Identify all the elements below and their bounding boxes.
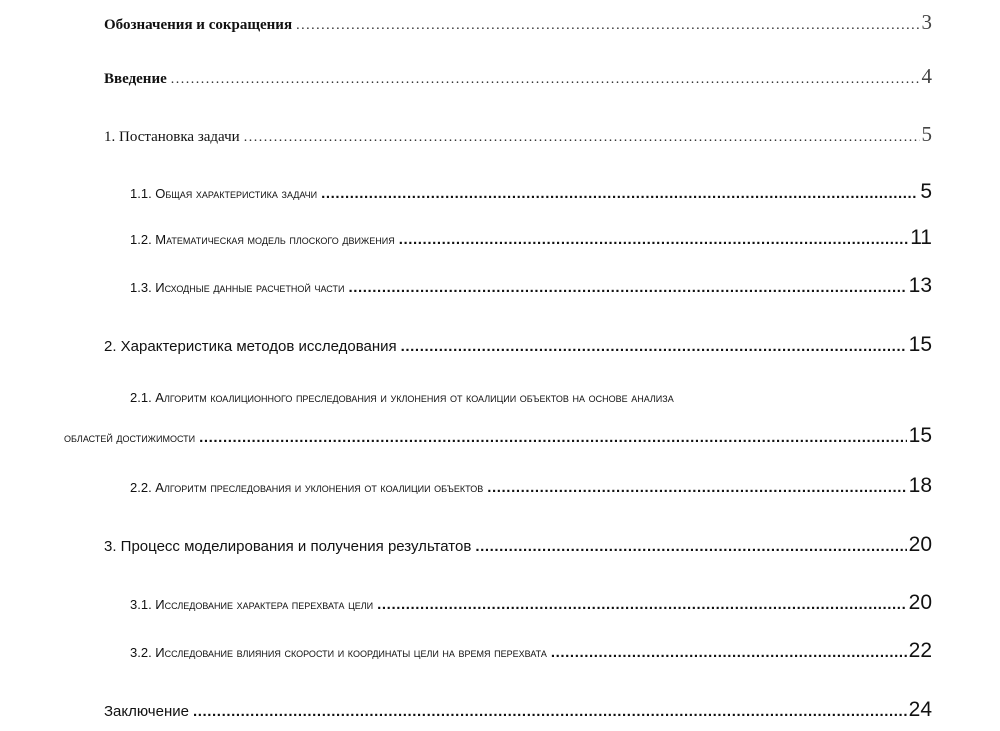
toc-entry-title: 1.1. Общая характеристика задачи [130,186,318,201]
toc-entry-title: 3.1. Исследование характера перехвата цели [130,597,374,612]
toc-entry-section-1-2 [130,226,932,250]
toc-leader-dots [199,429,907,446]
toc-entry-page: 3 [921,10,932,34]
toc-leader-dots [348,279,906,296]
toc-entry-page: 15 [908,333,932,356]
toc-entry-page: 20 [908,591,932,614]
toc-entry-section-3 [104,533,932,557]
toc-entry-title: областей достижимости [64,430,196,445]
toc-entry-conclusion [104,698,932,722]
toc-entry-title: 1. Постановка задачи [104,129,240,145]
toc-entry-page: 5 [920,180,932,203]
toc-entry-section-1-1 [130,180,932,204]
toc-leader-dots [296,18,919,34]
toc-entry-section-3-1 [130,591,932,615]
toc-entry-page: 22 [908,639,932,662]
toc-entry-title: Введение [104,71,167,87]
toc-entry-title: 3.2. Исследование влияния скорости и координаты цели на время перехвата [130,645,547,660]
toc-entry-title: 2. Характеристика методов исследования [104,338,397,355]
toc-entry-introduction [104,64,932,89]
toc-leader-dots [475,538,906,555]
toc-leader-dots [401,338,907,355]
toc-entry-page: 4 [921,64,932,88]
toc-leader-dots [244,130,920,146]
toc-entry-page: 5 [921,122,932,146]
toc-entry-title: 1.3. Исходные данные расчетной части [130,280,345,295]
toc-entry-page: 11 [910,226,932,249]
toc-entry-notation [104,10,932,35]
toc-leader-dots [487,479,906,496]
toc-entry-section-3-2 [130,639,932,663]
toc-entry-section-2 [104,333,932,357]
toc-entry-title: 3. Процесс моделирования и получения результатов [104,538,472,555]
toc-entry-section-1 [104,122,932,147]
toc-entry-title: 2.2. Алгоритм преследования и уклонения от коалиции объектов [130,480,484,495]
toc-entry-title-line1: 2.1. Алгоритм коалиционного преследования и уклонения от коалиции объектов на основе анализа [130,390,674,405]
toc-entry-section-1-3 [130,274,932,298]
toc-leader-dots [377,596,907,613]
toc-entry-page: 24 [908,698,932,721]
toc-entry-title: Обозначения и сокращения [104,17,293,33]
toc-entry-page: 13 [908,274,932,297]
toc-entry-page: 15 [908,424,932,447]
toc-entry-title: 1.2. Математическая модель плоского движения [130,232,395,247]
toc-entry-title: Заключение [104,703,189,720]
toc-entry-page: 20 [908,533,932,556]
toc-entry-section-2-1 [64,424,932,448]
toc-leader-dots [193,703,907,720]
toc-leader-dots [551,644,907,661]
toc-leader-dots [399,231,908,248]
toc-entry-section-2-2 [130,474,932,498]
toc-entry-page: 18 [908,474,932,497]
toc-leader-dots [321,185,918,202]
toc-leader-dots [171,72,920,88]
